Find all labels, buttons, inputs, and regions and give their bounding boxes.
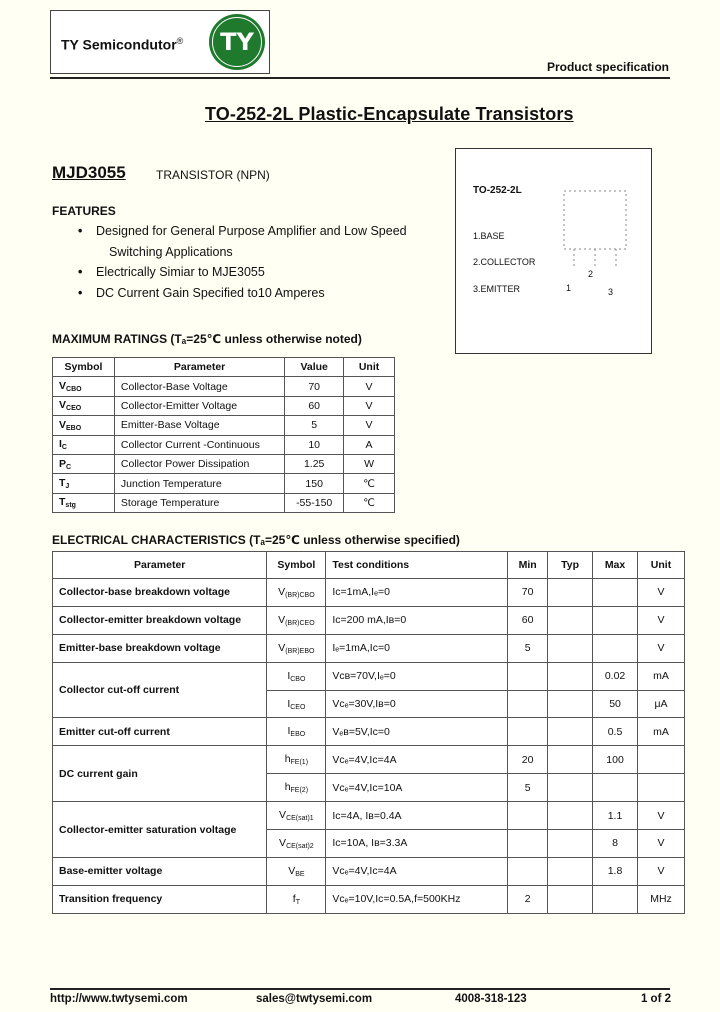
- symbol-cell: $I_{CEO}$: [267, 690, 326, 718]
- condition-cell: Iₑ=1mA,Iᴄ=0: [326, 634, 508, 662]
- symbol-cell: $V_{BE}$: [267, 857, 326, 885]
- parameter-cell: Collector-emitter saturation voltage: [53, 802, 267, 858]
- footer-website-link[interactable]: http://www.twtysemi.com: [50, 993, 188, 1005]
- value-cell: 70: [285, 377, 344, 396]
- symbol-cell: $h_{FE(2)}$: [267, 774, 326, 802]
- pin-number-3: 3: [608, 287, 614, 297]
- table-header-row: [53, 358, 395, 377]
- max-cell: [593, 579, 638, 607]
- table-row: [53, 606, 685, 634]
- condition-cell: Vᴄₑ=10V,Iᴄ=0.5A,f=500KHz: [326, 885, 508, 913]
- parameter-cell: Emitter-Base Voltage: [114, 416, 284, 435]
- typ-cell: [548, 690, 593, 718]
- typ-cell: [548, 718, 593, 746]
- symbol-cell: $V_{(BR)CEO}$: [267, 606, 326, 634]
- symbol-cell: $P_C$: [53, 454, 115, 473]
- unit-cell: ℃: [344, 474, 395, 493]
- unit-cell: V: [344, 377, 395, 396]
- symbol-cell: $I_{CBO}$: [267, 662, 326, 690]
- max-cell: 0.02: [593, 662, 638, 690]
- max-cell: [593, 774, 638, 802]
- max-cell: 50: [593, 690, 638, 718]
- typ-cell: [548, 857, 593, 885]
- col-header: Max: [593, 552, 638, 579]
- min-cell: [508, 690, 548, 718]
- ty-logo-icon: TY: [209, 14, 265, 70]
- col-header: Unit: [344, 358, 395, 377]
- pin-2-label: 2.COLLECTOR: [473, 257, 536, 267]
- parameter-cell: Collector cut-off current: [53, 662, 267, 718]
- features-heading: FEATURES: [52, 204, 116, 218]
- parameter-cell: Collector Current -Continuous: [114, 435, 284, 454]
- part-type: TRANSISTOR (NPN): [156, 168, 270, 182]
- typ-cell: [548, 662, 593, 690]
- symbol-cell: $V_{CBO}$: [53, 377, 115, 396]
- value-cell: 60: [285, 396, 344, 415]
- brand-name: TY Semicondutor®: [61, 36, 184, 53]
- value-cell: -55-150: [285, 493, 344, 512]
- symbol-cell: $V_{(BR)EBO}$: [267, 634, 326, 662]
- condition-cell: Iᴄ=1mA,Iₑ=0: [326, 579, 508, 607]
- value-cell: 5: [285, 416, 344, 435]
- part-number: MJD3055: [52, 163, 126, 182]
- unit-cell: [638, 774, 685, 802]
- col-header: Typ: [548, 552, 593, 579]
- unit-cell: mA: [638, 718, 685, 746]
- parameter-cell: Transition frequency: [53, 885, 267, 913]
- condition-cell: Iᴄ=4A, Iʙ=0.4A: [326, 802, 508, 830]
- table-header-row: [53, 552, 685, 579]
- typ-cell: [548, 830, 593, 858]
- table-row: [53, 416, 395, 435]
- min-cell: 2: [508, 885, 548, 913]
- condition-cell: Vᴄₑ=30V,Iʙ=0: [326, 690, 508, 718]
- symbol-cell: $V_{CE(sat)1}$: [267, 802, 326, 830]
- condition-cell: Iᴄ=200 mA,Iʙ=0: [326, 606, 508, 634]
- symbol-cell: $T_J$: [53, 474, 115, 493]
- header-divider: [50, 77, 670, 79]
- table-row: [53, 579, 685, 607]
- package-diagram-box: [455, 148, 652, 354]
- table-row: [53, 474, 395, 493]
- max-cell: [593, 885, 638, 913]
- unit-cell: V: [638, 802, 685, 830]
- min-cell: 5: [508, 774, 548, 802]
- table-row: [53, 802, 685, 830]
- unit-cell: ℃: [344, 493, 395, 512]
- parameter-cell: Emitter cut-off current: [53, 718, 267, 746]
- min-cell: [508, 718, 548, 746]
- max-cell: [593, 606, 638, 634]
- value-cell: 10: [285, 435, 344, 454]
- condition-cell: Vᴄₑ=4V,Iᴄ=4A: [326, 857, 508, 885]
- feature-item: • DC Current Gain Specified to10 Amperes: [78, 286, 325, 300]
- max-ratings-heading: MAXIMUM RATINGS (Tₐ=25℃ unless otherwise noted): [52, 332, 362, 346]
- col-header: Symbol: [267, 552, 326, 579]
- pin-3-label: 3.EMITTER: [473, 284, 521, 294]
- min-cell: 5: [508, 634, 548, 662]
- page-title: TO-252-2L Plastic-Encapsulate Transistors: [205, 104, 574, 124]
- col-header: Parameter: [53, 552, 267, 579]
- electrical-heading: ELECTRICAL CHARACTERISTICS (Tₐ=25℃ unless otherwise specified): [52, 533, 460, 547]
- table-row: [53, 662, 685, 690]
- max-cell: 100: [593, 746, 638, 774]
- footer-page-number: 1 of 2: [640, 993, 671, 1005]
- parameter-cell: DC current gain: [53, 746, 267, 802]
- value-cell: 150: [285, 474, 344, 493]
- parameter-cell: Collector-base breakdown voltage: [53, 579, 267, 607]
- product-specification-label: Product specification: [546, 60, 669, 74]
- parameter-cell: Collector-Base Voltage: [114, 377, 284, 396]
- footer-phone: 4008-318-123: [455, 993, 527, 1005]
- symbol-cell: $V_{(BR)CBO}$: [267, 579, 326, 607]
- max-cell: [593, 634, 638, 662]
- max-cell: 0.5: [593, 718, 638, 746]
- package-name: TO-252-2L: [473, 185, 522, 196]
- symbol-cell: $h_{FE(1)}$: [267, 746, 326, 774]
- condition-cell: Vᴄₑ=4V,Iᴄ=10A: [326, 774, 508, 802]
- symbol-cell: $T_{stg}$: [53, 493, 115, 512]
- unit-cell: V: [638, 857, 685, 885]
- condition-cell: Vᴄʙ=70V,Iₑ=0: [326, 662, 508, 690]
- unit-cell: V: [638, 634, 685, 662]
- min-cell: 20: [508, 746, 548, 774]
- package-outline-icon: [456, 149, 653, 355]
- table-row: [53, 857, 685, 885]
- condition-cell: Iᴄ=10A, Iʙ=3.3A: [326, 830, 508, 858]
- col-header: Parameter: [114, 358, 284, 377]
- parameter-cell: Collector Power Dissipation: [114, 454, 284, 473]
- min-cell: [508, 802, 548, 830]
- table-row: [53, 493, 395, 512]
- parameter-cell: Junction Temperature: [114, 474, 284, 493]
- unit-cell: V: [638, 579, 685, 607]
- table-row: [53, 885, 685, 913]
- condition-cell: Vₑʙ=5V,Iᴄ=0: [326, 718, 508, 746]
- unit-cell: A: [344, 435, 395, 454]
- min-cell: [508, 830, 548, 858]
- table-row: [53, 435, 395, 454]
- typ-cell: [548, 606, 593, 634]
- max-cell: 1.1: [593, 802, 638, 830]
- pin-1-label: 1.BASE: [473, 231, 505, 241]
- typ-cell: [548, 746, 593, 774]
- feature-item-continued: Switching Applications: [109, 245, 233, 259]
- table-row: [53, 396, 395, 415]
- unit-cell: V: [638, 830, 685, 858]
- col-header: Value: [285, 358, 344, 377]
- symbol-cell: $V_{EBO}$: [53, 416, 115, 435]
- parameter-cell: Collector-emitter breakdown voltage: [53, 606, 267, 634]
- typ-cell: [548, 634, 593, 662]
- col-header: Symbol: [53, 358, 115, 377]
- value-cell: 1.25: [285, 454, 344, 473]
- min-cell: [508, 662, 548, 690]
- header-logo-box: [50, 10, 270, 74]
- col-header: Unit: [638, 552, 685, 579]
- table-row: [53, 634, 685, 662]
- min-cell: 70: [508, 579, 548, 607]
- feature-item: • Designed for General Purpose Amplifier and Low Speed: [78, 224, 407, 238]
- table-row: [53, 718, 685, 746]
- table-row: [53, 454, 395, 473]
- min-cell: 60: [508, 606, 548, 634]
- unit-cell: [638, 746, 685, 774]
- symbol-cell: $I_C$: [53, 435, 115, 454]
- min-cell: [508, 857, 548, 885]
- unit-cell: W: [344, 454, 395, 473]
- symbol-cell: $I_{EBO}$: [267, 718, 326, 746]
- parameter-cell: Storage Temperature: [114, 493, 284, 512]
- unit-cell: V: [344, 396, 395, 415]
- symbol-cell: $f_T$: [267, 885, 326, 913]
- unit-cell: μA: [638, 690, 685, 718]
- unit-cell: V: [638, 606, 685, 634]
- feature-item: • Electrically Simiar to MJE3055: [78, 265, 265, 279]
- typ-cell: [548, 579, 593, 607]
- max-cell: 1.8: [593, 857, 638, 885]
- electrical-characteristics-table: [52, 551, 685, 914]
- footer-email-link[interactable]: sales@twtysemi.com: [256, 993, 373, 1005]
- symbol-cell: $V_{CE(sat)2}$: [267, 830, 326, 858]
- parameter-cell: Emitter-base breakdown voltage: [53, 634, 267, 662]
- condition-cell: Vᴄₑ=4V,Iᴄ=4A: [326, 746, 508, 774]
- unit-cell: mA: [638, 662, 685, 690]
- parameter-cell: Base-emitter voltage: [53, 857, 267, 885]
- typ-cell: [548, 802, 593, 830]
- max-ratings-table: [52, 357, 395, 513]
- table-row: [53, 746, 685, 774]
- symbol-cell: $V_{CEO}$: [53, 396, 115, 415]
- pin-number-1: 1: [566, 283, 572, 293]
- max-cell: 8: [593, 830, 638, 858]
- col-header: Test conditions: [326, 552, 508, 579]
- typ-cell: [548, 774, 593, 802]
- unit-cell: V: [344, 416, 395, 435]
- unit-cell: MHz: [638, 885, 685, 913]
- parameter-cell: Collector-Emitter Voltage: [114, 396, 284, 415]
- col-header: Min: [508, 552, 548, 579]
- typ-cell: [548, 885, 593, 913]
- footer-divider: [50, 988, 670, 990]
- table-row: [53, 377, 395, 396]
- pin-number-2: 2: [588, 269, 594, 279]
